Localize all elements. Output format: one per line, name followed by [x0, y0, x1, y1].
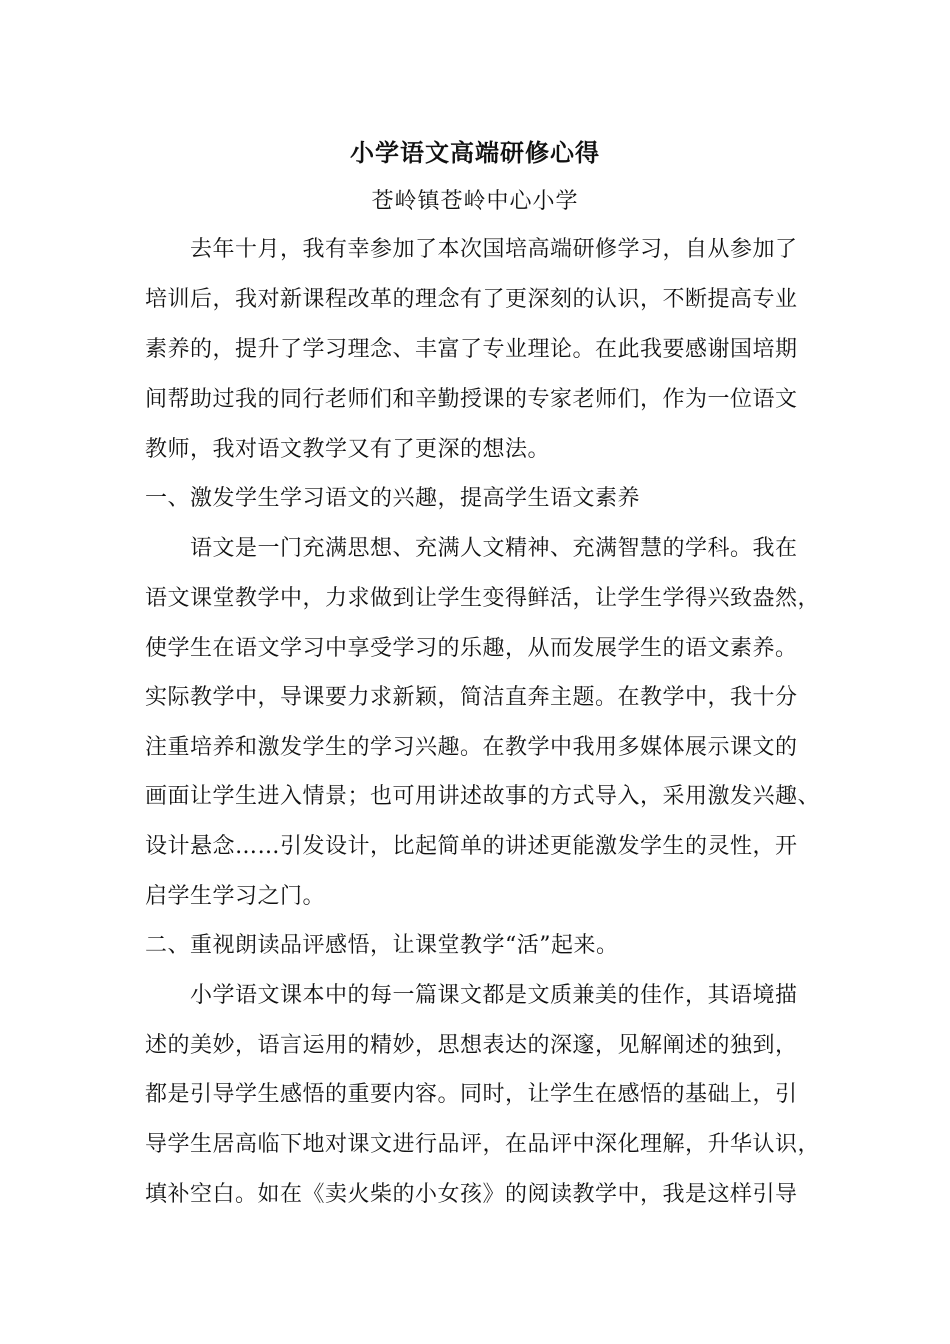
- document-subtitle: 苍岭镇苍岭中心小学: [371, 189, 579, 214]
- paragraph-line: 教师，我对语文教学又有了更深的想法。: [145, 437, 551, 462]
- paragraph-line: 设计悬念……引发设计，比起简单的讲述更能激发学生的灵性，开: [145, 834, 798, 859]
- section-heading: 二、重视朗读品评感悟，让课堂教学“活”起来。: [145, 933, 619, 958]
- document-title: 小学语文高端研修心得: [350, 138, 600, 167]
- paragraph-line: 语文是一门充满思想、充满人文精神、充满智慧的学科。我在: [190, 536, 798, 561]
- paragraph-line: 使学生在语文学习中享受学习的乐趣，从而发展学生的语文素养。: [145, 636, 798, 661]
- paragraph-line: 培训后，我对新课程改革的理念有了更深刻的认识，不断提高专业: [145, 287, 798, 312]
- paragraph-line: 画面让学生进入情景；也可用讲述故事的方式导入，采用激发兴趣、: [145, 784, 821, 809]
- paragraph-line: 导学生居高临下地对课文进行品评，在品评中深化理解，升华认识，: [145, 1132, 821, 1157]
- paragraph-line: 语文课堂教学中，力求做到让学生变得鲜活，让学生学得兴致盎然，: [145, 586, 821, 611]
- paragraph-line: 去年十月，我有幸参加了本次国培高端研修学习，自从参加了: [190, 237, 798, 262]
- paragraph-line: 注重培养和激发学生的学习兴趣。在教学中我用多媒体展示课文的: [145, 735, 798, 760]
- paragraph-line: 素养的，提升了学习理念、丰富了专业理论。在此我要感谢国培期: [145, 337, 798, 362]
- paragraph-line: 实际教学中，导课要力求新颖，简洁直奔主题。在教学中，我十分: [145, 685, 798, 710]
- section-heading: 一、激发学生学习语文的兴趣，提高学生语文素养: [145, 486, 641, 511]
- paragraph-line: 述的美妙，语言运用的精妙，思想表达的深邃，见解阐述的独到，: [145, 1033, 798, 1058]
- paragraph-line: 小学语文课本中的每一篇课文都是文质兼美的佳作，其语境描: [190, 983, 798, 1008]
- paragraph-line: 填补空白。如在《卖火柴的小女孩》的阅读教学中，我是这样引导: [145, 1182, 798, 1207]
- paragraph-line: 间帮助过我的同行老师们和辛勤授课的专家老师们，作为一位语文: [145, 387, 798, 412]
- paragraph-line: 启学生学习之门。: [145, 884, 326, 909]
- paragraph-line: 都是引导学生感悟的重要内容。同时，让学生在感悟的基础上，引: [145, 1082, 798, 1107]
